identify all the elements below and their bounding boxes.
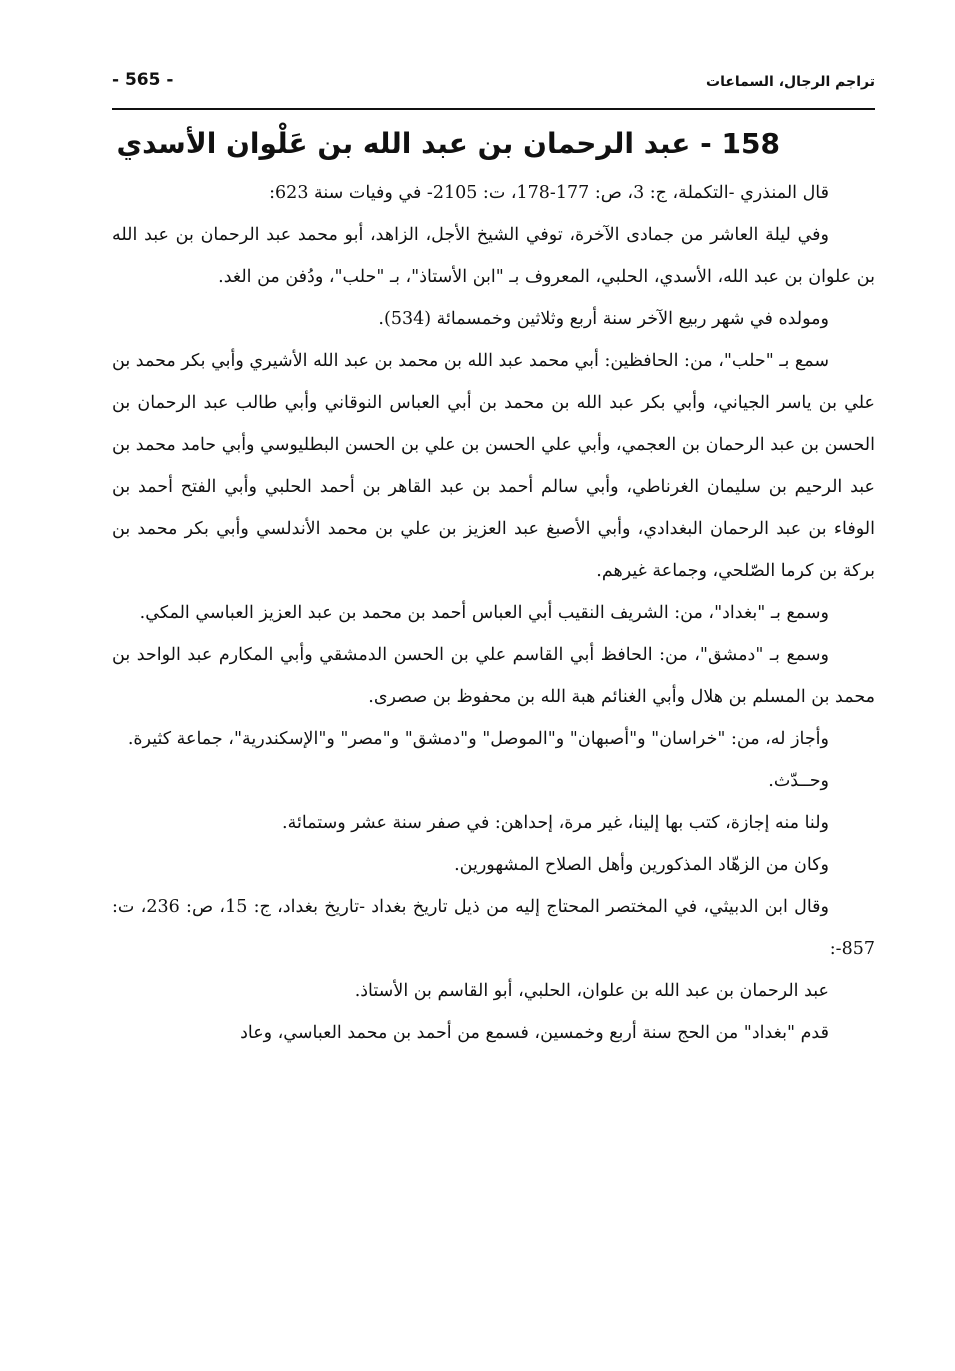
paragraph-source-mundhiri: قال المنذري -التكملة، ج: 3، ص: 177-178، ت: 2105- في وفيات سنة 623: (269, 183, 829, 203)
paragraph-narrated: وحــدّث. (768, 771, 829, 791)
running-title: تراجم الرجال، السماعات (706, 74, 875, 90)
paragraph-heard-baghdad: وسمع بـ "بغداد"، من: الشريف النقيب أبي العباس أحمد بن محمد بن عبد العزيز العباسي المكي. (139, 603, 829, 623)
paragraph-came-baghdad: قدم "بغداد" من الحج سنة أربع وخمسين، فسمع من أحمد بن محمد العباسي، وعاد (240, 1023, 829, 1043)
paragraph-name-line: عبد الرحمان بن عبد الله بن علوان، الحلبي، أبو القاسم بن الأستاذ. (354, 981, 829, 1001)
page-number: - 565 - (112, 70, 174, 90)
running-header (112, 70, 875, 104)
paragraph-heard-aleppo: سمع بـ "حلب"، من: الحافظين: أبي محمد عبد الله بن محمد بن عبد الله الأشيري وأبي بكر محمد بن علي بن ياسر الجياني، وأبي بكر عبد الله بن محمد بن أبي العباس النوقاني وأبي طالب عبد الرحمان بن الحسن بن عبد الرحمان بن العجمي، وأبي علي الحسن بن علي بن الحسن البطليوسي وأبي حامد محمد بن عبد الرحيم بن سليمان الغرناطي، وأبي سالم أحمد بن عبد القاهر بن أحمد الحلبي وأبي الفتح أحمد بن الوفاء بن عبد الرحمان البغدادي، وأبي الأصبغ عبد العزيز بن علي بن محمد الأندلسي وأبي بكر محمد بن بركة بن كرما الصّلحي، وجماعة غيرهم. (112, 351, 875, 581)
entry-title: 158 - عبد الرحمان بن عبد الله بن عَلْوان الأسدي (116, 127, 780, 160)
paragraph-birth: ومولده في شهر ربيع الآخر سنة أربع وثلاثين وخمسمائة (534). (378, 309, 829, 329)
paragraph-source-dubaythi: وقال ابن الدبيثي، في المختصر المحتاج إليه من ذيل تاريخ بغداد -تاريخ بغداد، ج: 15، ص: 236، ت: 857-: (112, 897, 875, 959)
paragraph-ijaza-to-us: ولنا منه إجازة، كتب بها إلينا، غير مرة، إحداهن: في صفر سنة عشر وستمائة. (282, 813, 829, 833)
paragraph-ascetics: وكان من الزهّاد المذكورين وأهل الصلاح المشهورين. (454, 855, 829, 875)
paragraph-heard-damascus: وسمع بـ "دمشق"، من: الحافظ أبي القاسم علي بن الحسن الدمشقي وأبي المكارم عبد الواحد بن محمد بن المسلم بن هلال وأبي الغنائم هبة الله بن محفوظ بن صصرى. (112, 645, 875, 707)
entry-body (112, 172, 875, 1054)
header-rule (112, 108, 875, 110)
paragraph-ijaza: وأجاز له، من: "خراسان" و"أصبهان" و"الموصل" و"دمشق" و"مصر" و"الإسكندرية"، جماعة كثيرة. (127, 729, 829, 749)
paragraph-death: وفي ليلة العاشر من جمادى الآخرة، توفي الشيخ الأجل، الزاهد، أبو محمد عبد الرحمان بن عبد الله بن علوان بن عبد الله، الأسدي، الحلبي، المعروف بـ "ابن الأستاذ"، بـ "حلب"، ودُفن من الغد. (112, 225, 875, 287)
